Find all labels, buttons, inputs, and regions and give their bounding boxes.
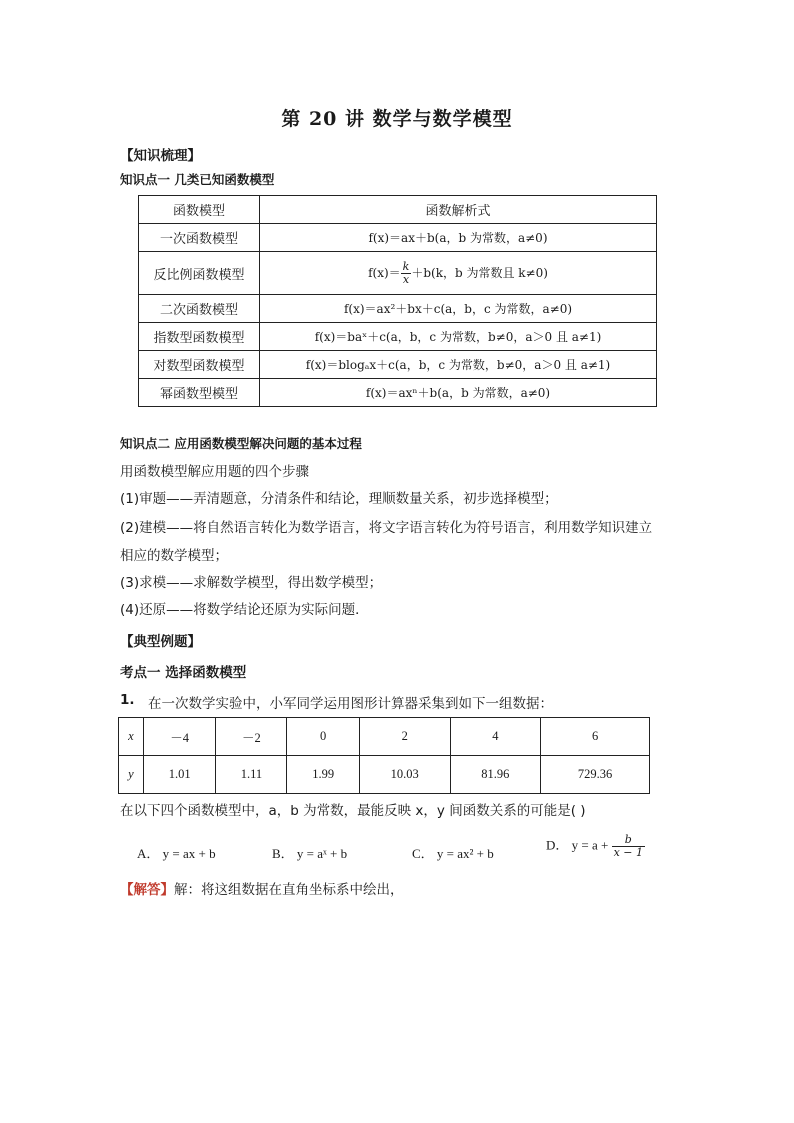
x-value: －4 [143,718,215,756]
section-knowledge: 【知识梳理】 [120,148,201,164]
x-value: －2 [216,718,287,756]
fraction-numerator: b [612,834,645,847]
answer-label: 【解答】 [120,882,174,898]
model-formula: f(x)＝ax²＋bx＋c(a，b，c 为常数，a≠0) [260,295,657,323]
y-value: 1.11 [216,756,287,794]
header-formula: 函数解析式 [260,196,657,224]
table-row [139,295,657,323]
steps-intro: 用函数模型解应用题的四个步骤 [120,464,309,480]
question-prompt: 在以下四个函数模型中，a，b 为常数，最能反映 x，y 间函数关系的可能是( ) [120,803,586,819]
y-row [119,756,650,794]
x-value: 2 [359,718,450,756]
y-value: 10.03 [359,756,450,794]
y-value: 81.96 [450,756,541,794]
table-row [139,323,657,351]
option-b[interactable]: B． y = aˣ + b [272,846,348,861]
question-number: 1. [120,692,135,708]
formula-suffix: ＋b(k，b 为常数且 k≠0) [411,265,548,280]
table-row [139,224,657,252]
model-formula: f(x)＝baˣ＋c(a，b，c 为常数，b≠0，a＞0 且 a≠1) [260,323,657,351]
knowledge-point-2: 知识点二 应用函数模型解决问题的基本过程 [120,436,362,451]
x-value: 6 [541,718,650,756]
model-formula [260,252,657,295]
header-model: 函数模型 [139,196,260,224]
question-text: 在一次数学实验中，小军同学运用图形计算器采集到如下一组数据： [148,696,553,712]
table-row [139,351,657,379]
model-name: 对数型函数模型 [139,351,260,379]
fraction [401,261,412,286]
fraction-denominator: x [402,272,410,286]
step-3: (3)求模——求解数学模型，得出数学模型； [120,575,383,591]
page-title: 第 20 讲 数学与数学模型 [281,108,513,130]
option-d[interactable] [546,834,645,859]
answer-text: 解：将这组数据在直角坐标系中绘出， [174,882,404,898]
x-value: 0 [287,718,359,756]
option-d-prefix: D． y = a + [546,837,609,853]
table-row [139,252,657,295]
model-name: 反比例函数模型 [139,252,260,295]
formula-prefix: f(x)＝ [368,265,401,280]
step-2-continued: 相应的数学模型； [120,548,228,564]
step-4: (4)还原——将数学结论还原为实际问题． [120,602,369,618]
x-value: 4 [450,718,541,756]
model-name: 一次函数模型 [139,224,260,252]
x-label: x [119,718,144,756]
option-a[interactable]: A． y = ax + b [137,846,216,861]
y-value: 1.01 [143,756,215,794]
model-formula: f(x)＝ax＋b(a，b 为常数，a≠0) [260,224,657,252]
y-label: y [119,756,144,794]
table-header-row [139,196,657,224]
answer-line [120,878,404,898]
fraction-numerator: k [402,259,410,273]
x-row [119,718,650,756]
model-name: 二次函数模型 [139,295,260,323]
y-value: 729.36 [541,756,650,794]
knowledge-point-1: 知识点一 几类已知函数模型 [120,172,275,187]
function-models-table [138,195,657,407]
model-name: 幂函数型模型 [139,379,260,407]
exam-point-1: 考点一 选择函数模型 [120,665,247,681]
model-formula: f(x)＝axⁿ＋b(a，b 为常数，a≠0) [260,379,657,407]
model-name: 指数型函数模型 [139,323,260,351]
step-1: (1)审题——弄清题意，分清条件和结论，理顺数量关系，初步选择模型； [120,491,558,507]
option-d-fraction [612,834,645,859]
data-table [118,717,650,794]
section-examples: 【典型例题】 [120,634,201,650]
step-2: (2)建模——将自然语言转化为数学语言，将文字语言转化为符号语言，利用数学知识建立 [120,520,653,536]
option-c[interactable]: C． y = ax² + b [412,846,494,861]
model-formula: f(x)＝blogₐx＋c(a，b，c 为常数，b≠0，a＞0 且 a≠1) [260,351,657,379]
table-row [139,379,657,407]
y-value: 1.99 [287,756,359,794]
fraction-denominator: x − 1 [613,846,643,859]
